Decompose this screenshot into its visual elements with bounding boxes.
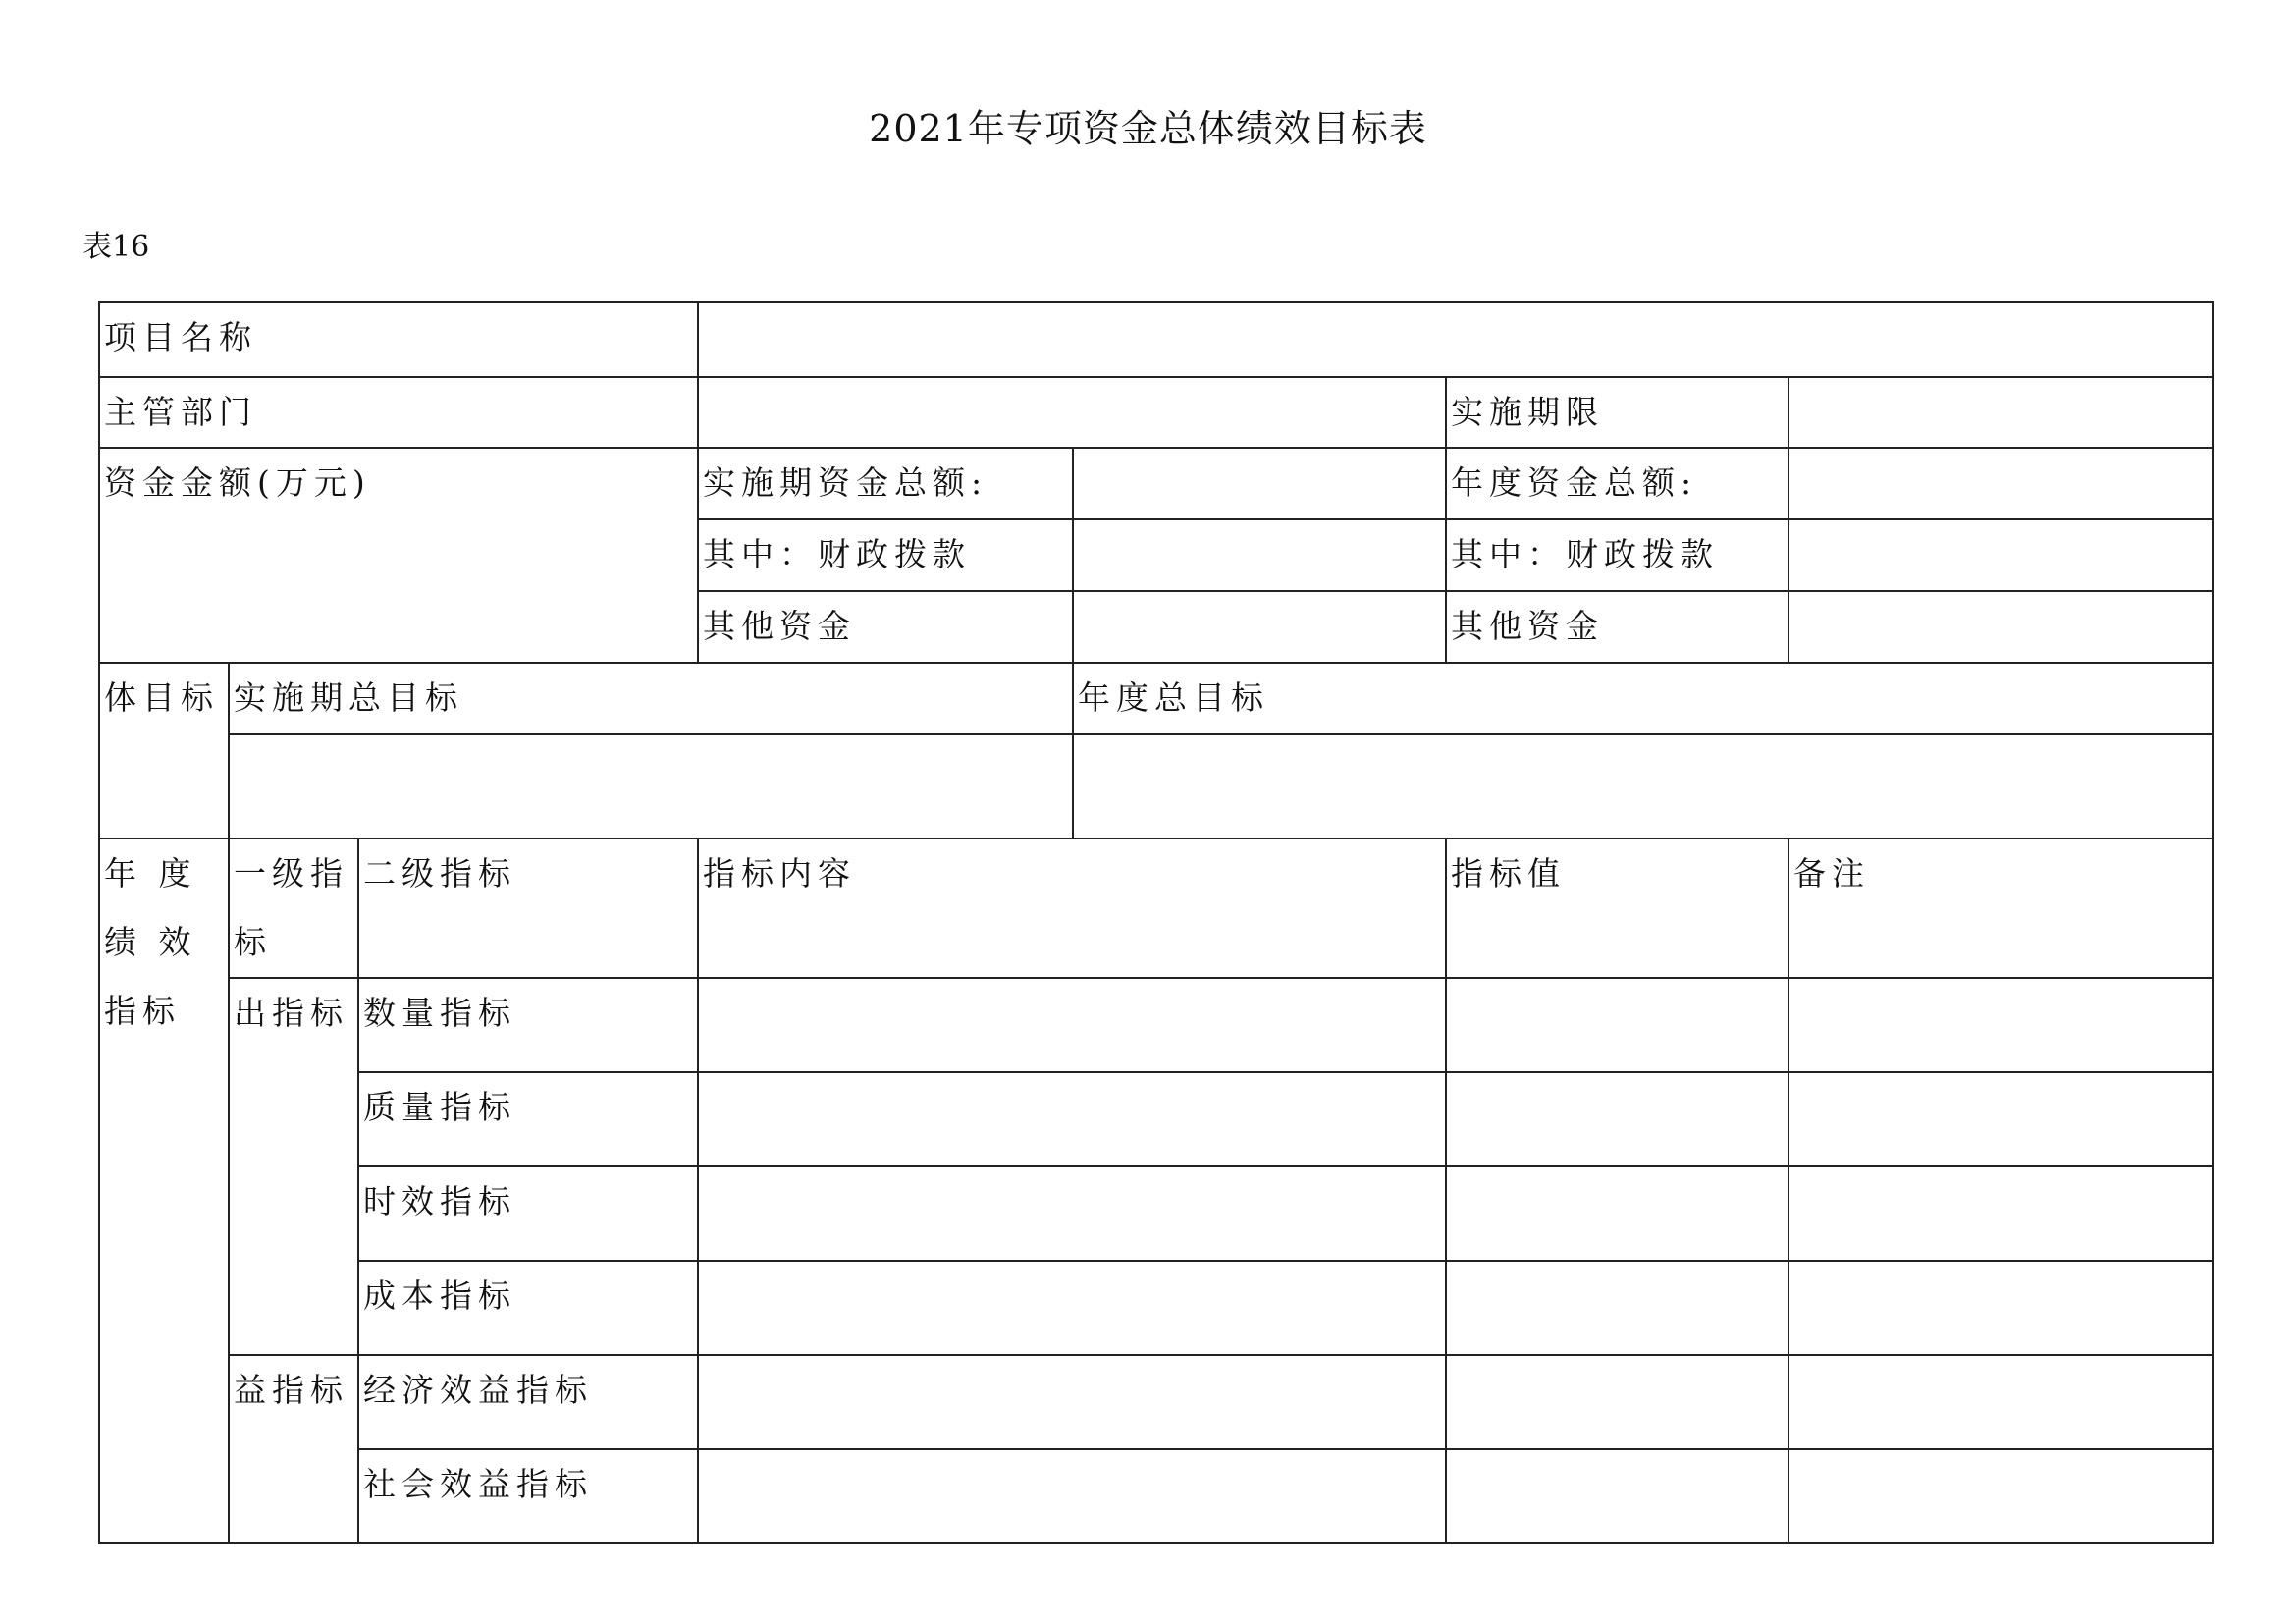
remark-cell[interactable] bbox=[1789, 1261, 2213, 1355]
period-other-value-cell[interactable] bbox=[1073, 591, 1446, 663]
content-cell[interactable] bbox=[698, 1355, 1446, 1449]
value-cell[interactable] bbox=[1446, 1166, 1789, 1261]
overall-goal-label-cell bbox=[99, 663, 229, 839]
value-cell[interactable] bbox=[1446, 1355, 1789, 1449]
period-goal-label-cell bbox=[229, 663, 1073, 734]
value-cell[interactable] bbox=[1446, 978, 1789, 1072]
subitem-label-cell bbox=[358, 1261, 698, 1355]
content-cell[interactable] bbox=[698, 1261, 1446, 1355]
content-cell[interactable] bbox=[698, 1449, 1446, 1543]
subitem-label-cell bbox=[358, 1166, 698, 1261]
annual-total-label-cell bbox=[1446, 448, 1789, 519]
level2-header: 二级指标 bbox=[363, 854, 516, 893]
annual-total-label: 年度资金总额: bbox=[1451, 463, 1698, 502]
subitem-label-cell bbox=[358, 978, 698, 1072]
fund-amount-label: 资金金额(万元) bbox=[104, 463, 371, 502]
period-total-label-cell bbox=[698, 448, 1073, 519]
output-indicator-cell bbox=[229, 978, 358, 1355]
document-title: 2021年专项资金总体绩效目标表 bbox=[869, 107, 1427, 150]
subitem-label-cell bbox=[358, 1072, 698, 1166]
period-total-label: 实施期资金总额: bbox=[703, 463, 988, 502]
table-row bbox=[99, 978, 2213, 1072]
table-row bbox=[99, 1166, 2213, 1261]
row-goal-values bbox=[99, 734, 2213, 839]
annual-goal-value-cell[interactable] bbox=[1073, 734, 2213, 839]
annual-indicator-label: 年 度 绩 效指标 bbox=[104, 854, 197, 1030]
department-label: 主管部门 bbox=[104, 393, 257, 431]
period-label: 实施期限 bbox=[1451, 393, 1604, 431]
table-row bbox=[99, 1261, 2213, 1355]
content-cell[interactable] bbox=[698, 1166, 1446, 1261]
period-goal-value-cell[interactable] bbox=[229, 734, 1073, 839]
subitem-label: 成本指标 bbox=[363, 1276, 516, 1315]
period-label-cell bbox=[1446, 377, 1789, 448]
project-name-label: 项目名称 bbox=[104, 318, 257, 356]
remark-cell[interactable] bbox=[1789, 1449, 2213, 1543]
row-department bbox=[99, 377, 2213, 448]
level2-header-cell bbox=[358, 839, 698, 978]
annual-other-value-cell[interactable] bbox=[1789, 591, 2213, 663]
remark-header-cell bbox=[1789, 839, 2213, 978]
subitem-label: 数量指标 bbox=[363, 994, 516, 1032]
annual-fiscal-value-cell[interactable] bbox=[1789, 519, 2213, 591]
remark-cell[interactable] bbox=[1789, 1355, 2213, 1449]
row-indicator-headers bbox=[99, 839, 2213, 978]
department-value-cell[interactable] bbox=[698, 377, 1446, 448]
row-fund-total bbox=[99, 448, 2213, 519]
output-indicator-label: 出指标 bbox=[234, 994, 348, 1032]
period-fiscal-value-cell[interactable] bbox=[1073, 519, 1446, 591]
table-row bbox=[99, 1355, 2213, 1449]
annual-indicator-label-cell bbox=[99, 839, 229, 1543]
period-other-label-cell bbox=[698, 591, 1073, 663]
subitem-label: 社会效益指标 bbox=[363, 1465, 593, 1503]
subitem-label: 时效指标 bbox=[363, 1182, 516, 1220]
remark-cell[interactable] bbox=[1789, 1072, 2213, 1166]
row-project-name bbox=[99, 302, 2213, 377]
subitem-label-cell bbox=[358, 1449, 698, 1543]
annual-total-value-cell[interactable] bbox=[1789, 448, 2213, 519]
remark-header: 备注 bbox=[1793, 854, 1870, 893]
period-other-label: 其他资金 bbox=[703, 607, 856, 645]
content-cell[interactable] bbox=[698, 1072, 1446, 1166]
content-header: 指标内容 bbox=[703, 854, 856, 893]
value-header: 指标值 bbox=[1451, 854, 1566, 893]
content-header-cell bbox=[698, 839, 1446, 978]
level1-header: 一级指标 bbox=[234, 854, 348, 961]
remark-cell[interactable] bbox=[1789, 978, 2213, 1072]
table-row bbox=[99, 1072, 2213, 1166]
fund-amount-label-cell bbox=[99, 448, 698, 663]
annual-fiscal-label: 其中：财政拨款 bbox=[1451, 535, 1719, 573]
level1-header-cell bbox=[229, 839, 358, 978]
subitem-label: 质量指标 bbox=[363, 1088, 516, 1126]
annual-other-label-cell bbox=[1446, 591, 1789, 663]
benefit-indicator-cell bbox=[229, 1355, 358, 1543]
subitem-label: 经济效益指标 bbox=[363, 1371, 593, 1409]
project-name-value-cell[interactable] bbox=[698, 302, 2213, 377]
department-label-cell bbox=[99, 377, 698, 448]
period-fiscal-label-cell bbox=[698, 519, 1073, 591]
value-cell[interactable] bbox=[1446, 1072, 1789, 1166]
project-name-label-cell bbox=[99, 302, 698, 377]
annual-other-label: 其他资金 bbox=[1451, 607, 1604, 645]
annual-goal-label-cell bbox=[1073, 663, 2213, 734]
annual-goal-label: 年度总目标 bbox=[1078, 678, 1269, 717]
period-fiscal-label: 其中：财政拨款 bbox=[703, 535, 971, 573]
period-total-value-cell[interactable] bbox=[1073, 448, 1446, 519]
row-goal-headers bbox=[99, 663, 2213, 734]
period-goal-label: 实施期总目标 bbox=[234, 678, 463, 717]
benefit-indicator-label: 益指标 bbox=[234, 1371, 348, 1409]
annual-fiscal-label-cell bbox=[1446, 519, 1789, 591]
remark-cell[interactable] bbox=[1789, 1166, 2213, 1261]
overall-goal-label: 体目标 bbox=[104, 678, 219, 717]
table-number: 表16 bbox=[82, 230, 150, 264]
value-cell[interactable] bbox=[1446, 1449, 1789, 1543]
value-header-cell bbox=[1446, 839, 1789, 978]
value-cell[interactable] bbox=[1446, 1261, 1789, 1355]
subitem-label-cell bbox=[358, 1355, 698, 1449]
period-value-cell[interactable] bbox=[1789, 377, 2213, 448]
performance-goal-table bbox=[98, 301, 2214, 1544]
content-cell[interactable] bbox=[698, 978, 1446, 1072]
table-row bbox=[99, 1449, 2213, 1543]
